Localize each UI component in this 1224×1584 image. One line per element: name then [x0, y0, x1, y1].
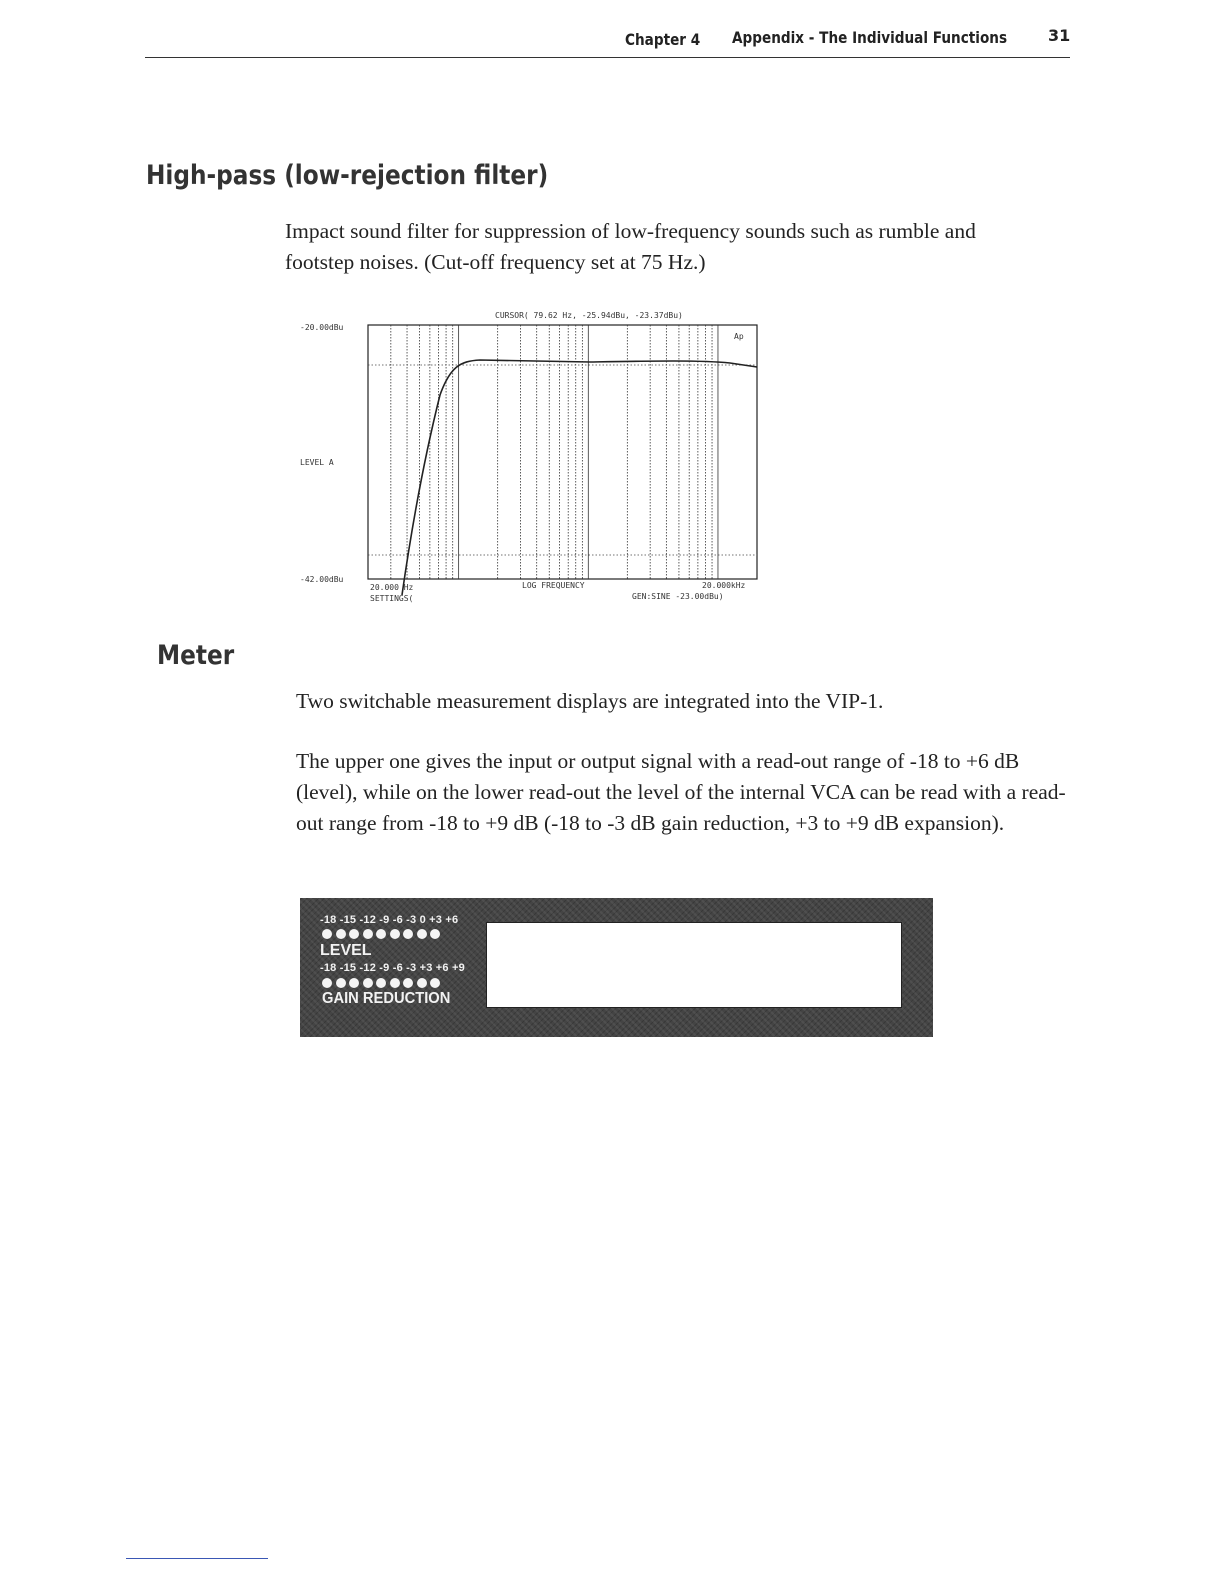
section-heading-meter: Meter: [157, 640, 235, 671]
settings-label: SETTINGS(: [370, 594, 414, 603]
gen-label: GEN:SINE -23.00dBu): [632, 592, 724, 601]
led-dot: [349, 929, 359, 939]
led-dot: [336, 978, 346, 988]
page-number: 31: [1048, 26, 1071, 45]
y-top-label: -20.00dBu: [300, 323, 344, 332]
led-dot: [417, 929, 427, 939]
led-dot: [390, 929, 400, 939]
grid: [391, 325, 718, 579]
gain-reduction-scale: -18 -15 -12 -9 -6 -3 +3 +6 +9: [320, 962, 465, 974]
led-dot: [376, 978, 386, 988]
header-title: Appendix - The Individual Functions: [732, 28, 1008, 47]
led-dot: [322, 929, 332, 939]
meter-para-1: Two switchable measurement displays are integrated into the VIP-1.: [296, 689, 884, 713]
level-led-row: [322, 929, 440, 939]
meter-panel-image: [300, 898, 933, 1037]
response-curve: [402, 360, 757, 595]
header-chapter: Chapter 4: [625, 30, 701, 49]
cursor-readout: CURSOR( 79.62 Hz, -25.94dBu, -23.37dBu): [495, 311, 683, 320]
y-bottom-label: -42.00dBu: [300, 575, 344, 584]
led-dot: [403, 929, 413, 939]
highpass-description: Impact sound filter for suppression of low-frequency sounds such as rumble and footstep noises. (Cut-off frequency set at 75 Hz.): [285, 219, 976, 274]
x-center-label: LOG FREQUENCY: [522, 581, 585, 590]
display-window: [486, 922, 902, 1008]
corner-mark: Ap: [734, 332, 744, 341]
footer-line: [126, 1558, 268, 1559]
led-dot: [363, 929, 373, 939]
level-label: LEVEL: [320, 942, 372, 959]
y-mid-label: LEVEL A: [300, 458, 334, 467]
gain-reduction-label: GAIN REDUCTION: [322, 990, 451, 1007]
led-dot: [430, 929, 440, 939]
section-heading-highpass: High-pass (low-rejection filter): [146, 160, 549, 191]
led-dot: [322, 978, 332, 988]
led-dot: [336, 929, 346, 939]
led-dot: [403, 978, 413, 988]
header-rule: [145, 57, 1070, 58]
meter-para-2: The upper one gives the input or output signal with a read-out range of -18 to +6 dB (level), while on the lower read-out the level of the internal VCA can be read with a read-out range from -18 to +9 dB (-18 to -3 dB gain reduction, +3 to +9 dB expansion).: [296, 749, 1066, 835]
graph-svg: [290, 305, 770, 605]
gain-reduction-led-row: [322, 978, 440, 988]
led-dot: [363, 978, 373, 988]
level-scale: -18 -15 -12 -9 -6 -3 0 +3 +6: [320, 914, 459, 926]
led-dot: [376, 929, 386, 939]
led-dot: [349, 978, 359, 988]
led-dot: [417, 978, 427, 988]
x-right-label: 20.000kHz: [702, 581, 746, 590]
x-left-label: 20.000 Hz: [370, 583, 414, 592]
frequency-response-graph: [290, 305, 770, 605]
led-dot: [430, 978, 440, 988]
led-dot: [390, 978, 400, 988]
